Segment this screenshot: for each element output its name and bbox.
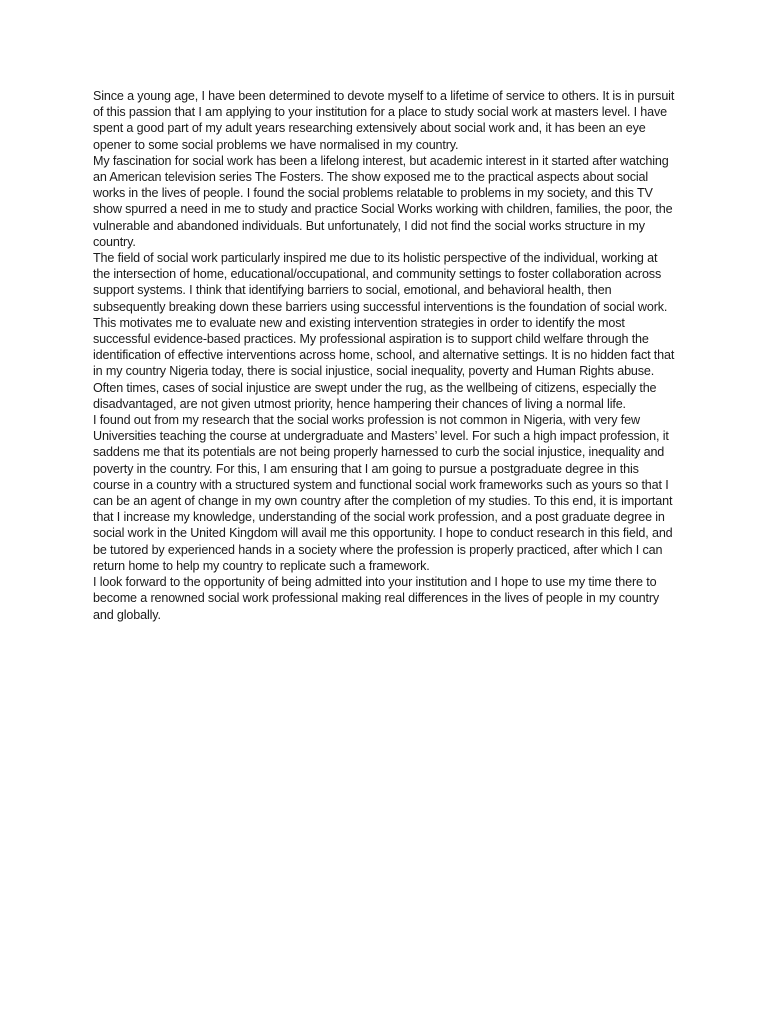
paragraph: Since a young age, I have been determined to devote myself to a lifetime of service to others. It is in pursuit of this passion that I am applying to your institution for a place to study social work at masters level. I have spent a good part of my adult years researching extensively about social work and, it has been an eye opener to some social problems we have normalised in my country. — [93, 89, 675, 152]
document-body — [93, 88, 677, 623]
paragraph: I found out from my research that the social works profession is not common in Nigeria, with very few Universities teaching the course at undergraduate and Masters’ level. For such a high impact profession, it saddens me that its potentials are not being properly harnessed to curb the social injustice, inequality and poverty in the country. For this, I am ensuring that I am going to pursue a postgraduate degree in this course in a country with a structured system and functional social work frameworks such as yours so that I can be an agent of change in my own country after the completion of my studies. To this end, it is important that I increase my knowledge, understanding of the social work profession, and a post graduate degree in social work in the United Kingdom will avail me this opportunity. I hope to conduct research in this field, and be tutored by experienced hands in a society where the profession is properly practiced, after which I can return home to help my country to replicate such a framework. — [93, 413, 673, 573]
paragraph: The field of social work particularly inspired me due to its holistic perspective of the individual, working at the intersection of home, educational/occupational, and community settings to foster collaboration across support systems. I think that identifying barriers to social, emotional, and behavioral health, then subsequently breaking down these barriers using successful interventions is the foundation of social work. This motivates me to evaluate new and existing intervention strategies in order to identify the most successful evidence-based practices. My professional aspiration is to support child welfare through the identification of effective interventions across home, school, and alternative settings. It is no hidden fact that in my country Nigeria today, there is social injustice, social inequality, poverty and Human Rights abuse. Often times, cases of social injustice are swept under the rug, as the wellbeing of citizens, especially the disadvantaged, are not given utmost priority, hence hampering their chances of living a normal life. — [93, 251, 675, 411]
paragraph: I look forward to the opportunity of being admitted into your institution and I hope to use my time there to become a renowned social work professional making real differences in the lives of people in my country and globally. — [93, 575, 660, 622]
paragraph: My fascination for social work has been a lifelong interest, but academic interest in it started after watching an American television series The Fosters. The show exposed me to the practical aspects about social works in the lives of people. I found the social problems relatable to problems in my society, and this TV show spurred a need in me to study and practice Social Works working with children, families, the poor, the vulnerable and abandoned individuals. But unfortunately, I did not find the social works structure in my country. — [93, 153, 673, 249]
